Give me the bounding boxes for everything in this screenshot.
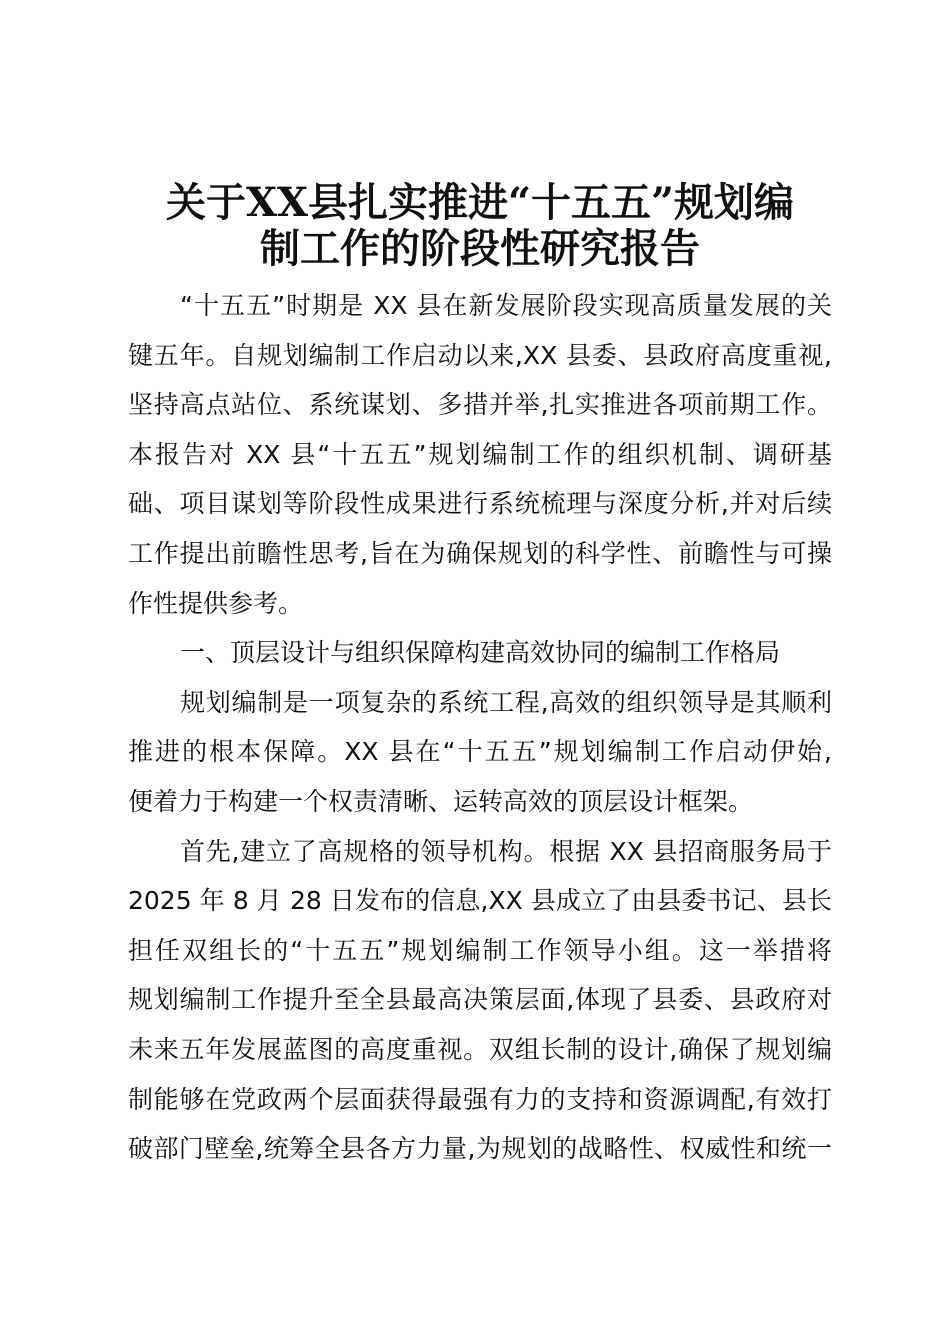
text-line: 首先,建立了高规格的领导机构。根据 XX 县招商服务局于 — [180, 836, 832, 866]
text-line: 键五年。自规划编制工作启动以来,XX 县委、县政府高度重视, — [128, 340, 832, 370]
title-line: 制工作的阶段性研究报告 — [260, 225, 700, 272]
text-line: 制能够在党政两个层面获得最强有力的支持和资源调配,有效打 — [128, 1084, 832, 1114]
text-line: 破部门壁垒,统筹全县各方力量,为规划的战略性、权威性和统一 — [128, 1134, 832, 1164]
text-line: 推进的根本保障。XX 县在“十五五”规划编制工作启动伊始, — [128, 737, 832, 767]
text-line: 便着力于构建一个权责清晰、运转高效的顶层设计框架。 — [128, 786, 754, 816]
section-heading: 一、顶层设计与组织保障构建高效协同的编制工作格局 — [180, 638, 781, 668]
text-line: 本报告对 XX 县“十五五”规划编制工作的组织机制、调研基 — [128, 439, 832, 469]
text-line: “十五五”时期是 XX 县在新发展阶段实现高质量发展的关 — [180, 291, 832, 320]
text-line: 规划编制是一项复杂的系统工程,高效的组织领导是其顺利 — [180, 687, 832, 717]
text-line: 工作提出前瞻性思考,旨在为确保规划的科学性、前瞻性与可操 — [128, 538, 832, 568]
document-body — [128, 281, 832, 1174]
text-line: 础、项目谋划等阶段性成果进行系统梳理与深度分析,并对后续 — [128, 489, 832, 519]
document-title — [128, 180, 832, 272]
text-line: 2025 年 8 月 28 日发布的信息,XX 县成立了由县委书记、县长 — [128, 886, 832, 916]
text-line: 担任双组长的“十五五”规划编制工作领导小组。这一举措将 — [128, 935, 832, 965]
text-line: 坚持高点站位、系统谋划、多措并举,扎实推进各项前期工作。 — [128, 390, 832, 420]
title-line: 关于XX县扎实推进“十五五”规划编 — [165, 179, 795, 226]
text-line: 规划编制工作提升至全县最高决策层面,体现了县委、县政府对 — [128, 985, 832, 1015]
text-line: 作性提供参考。 — [128, 588, 304, 618]
text-line: 未来五年发展蓝图的高度重视。双组长制的设计,确保了规划编 — [128, 1034, 832, 1064]
